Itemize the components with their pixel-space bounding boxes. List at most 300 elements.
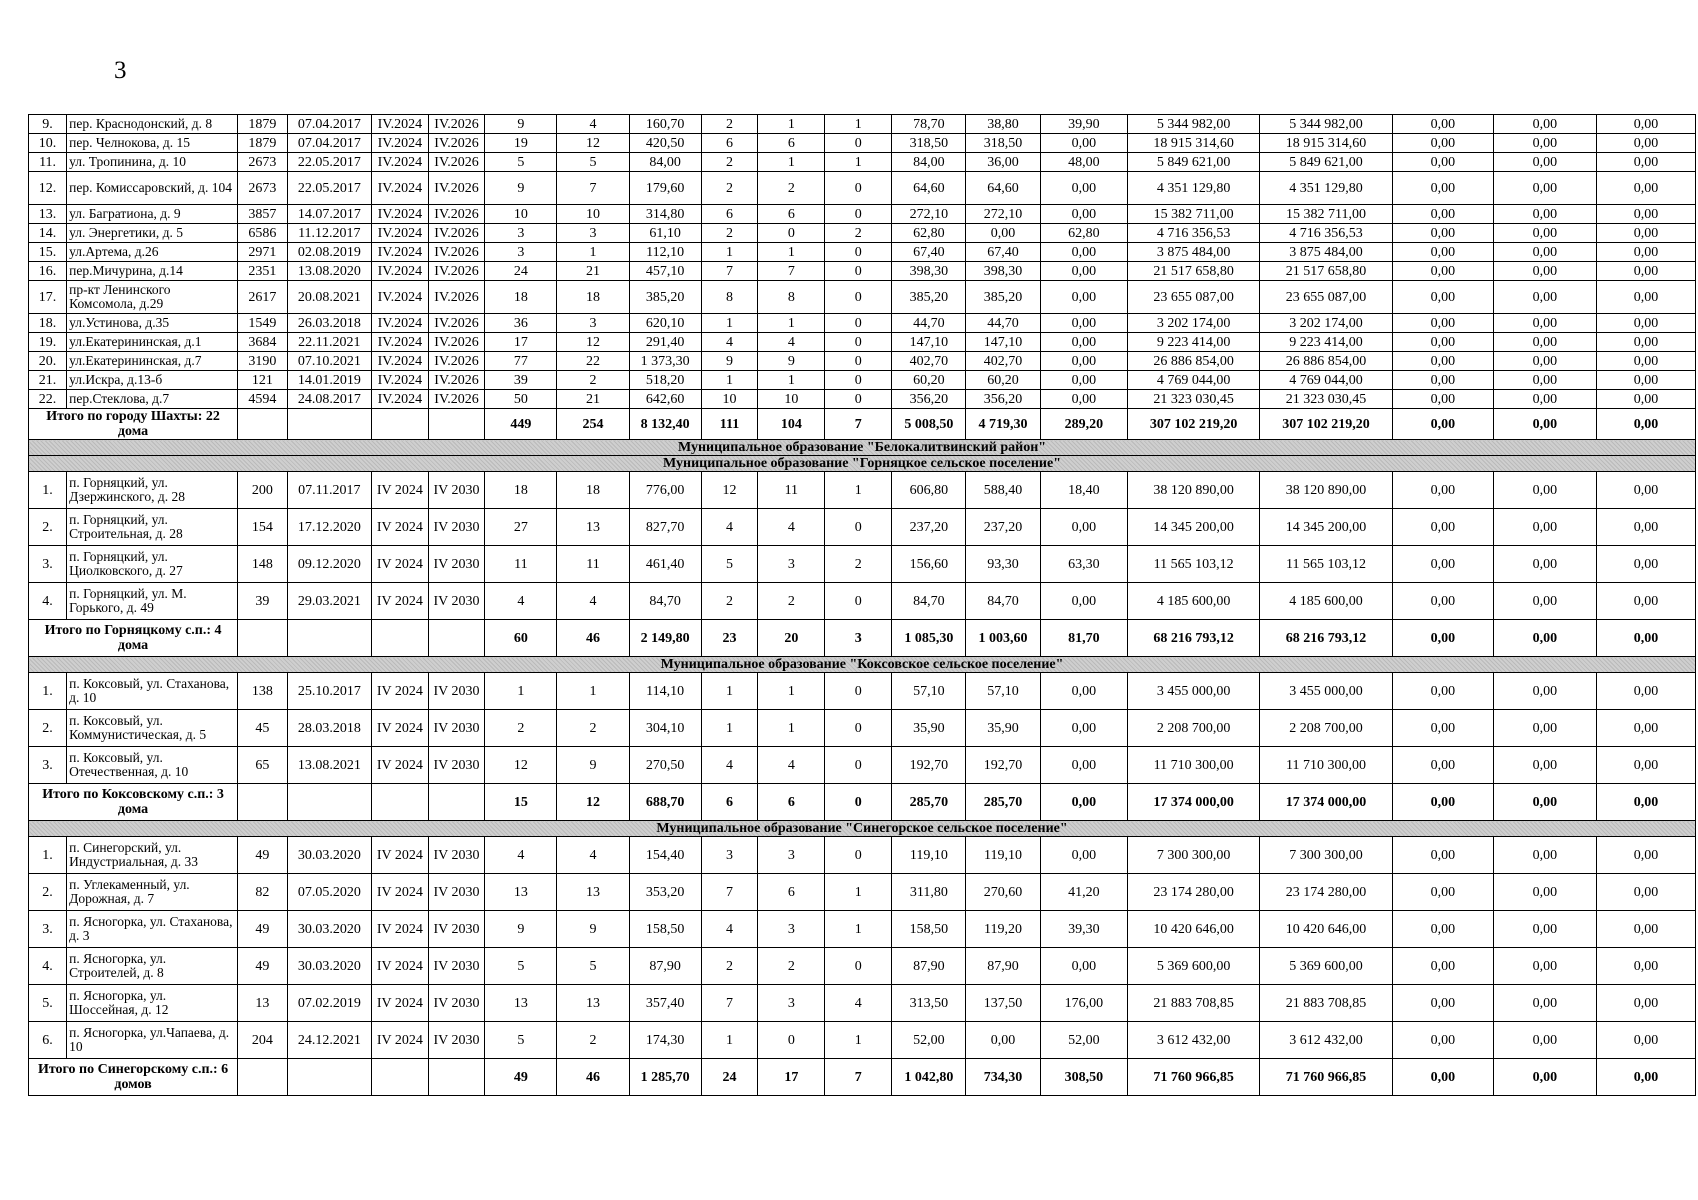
financing-local-cell: 0,00 xyxy=(1493,224,1596,243)
premises-remaining-cell: 0 xyxy=(825,243,892,262)
registry-body xyxy=(29,115,1696,1096)
planned-end-cell: IV 2030 xyxy=(428,874,485,911)
registry-number-cell: 154 xyxy=(238,509,287,546)
page-number: 3 xyxy=(114,57,127,84)
planned-end-cell: IV 2030 xyxy=(428,948,485,985)
financing-fund-cell: 17 374 000,00 xyxy=(1260,784,1393,821)
area-relocated-municipal-cell: 0,00 xyxy=(1040,281,1128,314)
planned-end-cell: IV.2026 xyxy=(428,115,485,134)
row-number-cell: 3. xyxy=(29,546,67,583)
financing-other-cell: 0,00 xyxy=(1596,509,1695,546)
residents-total-cell: 13 xyxy=(485,874,557,911)
premises-total-cell: 3 xyxy=(701,837,758,874)
financing-local-cell: 0,00 xyxy=(1493,747,1596,784)
financing-other-cell: 0,00 xyxy=(1596,1059,1695,1096)
area-relocated-municipal-cell: 0,00 xyxy=(1040,948,1128,985)
premises-relocated-cell: 4 xyxy=(758,509,825,546)
premises-relocated-cell: 4 xyxy=(758,747,825,784)
housing-registry-table xyxy=(28,114,1696,1096)
premises-total-cell: 1 xyxy=(701,371,758,390)
planned-start-cell: IV.2024 xyxy=(372,352,429,371)
financing-total-cell: 11 710 300,00 xyxy=(1128,747,1260,784)
residents-relocated-cell: 1 xyxy=(557,673,629,710)
area-total-cell: 461,40 xyxy=(629,546,701,583)
financing-local-cell: 0,00 xyxy=(1493,948,1596,985)
area-relocated-cell: 60,20 xyxy=(892,371,966,390)
address-cell: ул.Екатерининская, д.1 xyxy=(67,333,238,352)
area-relocated-municipal-cell: 0,00 xyxy=(1040,583,1128,620)
area-relocated-cell: 318,50 xyxy=(892,134,966,153)
premises-relocated-cell: 3 xyxy=(758,546,825,583)
premises-remaining-cell: 1 xyxy=(825,153,892,172)
residents-total-cell: 19 xyxy=(485,134,557,153)
table-row xyxy=(29,1022,1696,1059)
area-total-cell: 1 373,30 xyxy=(629,352,701,371)
premises-total-cell: 2 xyxy=(701,948,758,985)
registry-number-cell: 2673 xyxy=(238,153,287,172)
area-relocated-owned-cell: 35,90 xyxy=(966,710,1040,747)
premises-remaining-cell: 1 xyxy=(825,115,892,134)
registry-date-cell: 30.03.2020 xyxy=(287,837,371,874)
registry-number-cell: 2673 xyxy=(238,172,287,205)
financing-other-cell: 0,00 xyxy=(1596,371,1695,390)
registry-date-cell: 14.07.2017 xyxy=(287,205,371,224)
financing-fund-cell: 14 345 200,00 xyxy=(1260,509,1393,546)
area-relocated-cell: 84,70 xyxy=(892,583,966,620)
financing-regional-cell: 0,00 xyxy=(1392,134,1493,153)
planned-start-cell: IV 2024 xyxy=(372,874,429,911)
financing-total-cell: 68 216 793,12 xyxy=(1128,620,1260,657)
subtotal-row xyxy=(29,620,1696,657)
financing-fund-cell: 23 655 087,00 xyxy=(1260,281,1393,314)
area-relocated-cell: 192,70 xyxy=(892,747,966,784)
registry-date-cell: 29.03.2021 xyxy=(287,583,371,620)
table-row xyxy=(29,224,1696,243)
area-relocated-cell: 1 042,80 xyxy=(892,1059,966,1096)
planned-start-cell: IV.2024 xyxy=(372,243,429,262)
area-relocated-owned-cell: 60,20 xyxy=(966,371,1040,390)
residents-relocated-cell: 4 xyxy=(557,583,629,620)
address-cell: ул.Екатерининская, д.7 xyxy=(67,352,238,371)
residents-total-cell: 17 xyxy=(485,333,557,352)
area-relocated-owned-cell: 119,10 xyxy=(966,837,1040,874)
residents-total-cell: 60 xyxy=(485,620,557,657)
table-row xyxy=(29,509,1696,546)
section-title: Муниципальное образование "Синегорское сельское поселение" xyxy=(29,821,1696,837)
area-relocated-municipal-cell: 0,00 xyxy=(1040,262,1128,281)
registry-number-cell: 204 xyxy=(238,1022,287,1059)
address-cell: п. Ясногорка, ул. Шоссейная, д. 12 xyxy=(67,985,238,1022)
area-relocated-municipal-cell: 0,00 xyxy=(1040,673,1128,710)
address-cell: п. Горняцкий, ул. М. Горького, д. 49 xyxy=(67,583,238,620)
financing-local-cell: 0,00 xyxy=(1493,620,1596,657)
empty-cell xyxy=(238,784,287,821)
financing-fund-cell: 21 323 030,45 xyxy=(1260,390,1393,409)
financing-other-cell: 0,00 xyxy=(1596,948,1695,985)
area-relocated-municipal-cell: 0,00 xyxy=(1040,172,1128,205)
table-row xyxy=(29,243,1696,262)
area-relocated-cell: 313,50 xyxy=(892,985,966,1022)
registry-number-cell: 3857 xyxy=(238,205,287,224)
financing-fund-cell: 38 120 890,00 xyxy=(1260,472,1393,509)
financing-total-cell: 23 174 280,00 xyxy=(1128,874,1260,911)
premises-total-cell: 111 xyxy=(701,409,758,440)
row-number-cell: 1. xyxy=(29,837,67,874)
financing-fund-cell: 2 208 700,00 xyxy=(1260,710,1393,747)
area-relocated-owned-cell: 385,20 xyxy=(966,281,1040,314)
section-title: Муниципальное образование "Белокалитвинский район" xyxy=(29,440,1696,456)
premises-relocated-cell: 1 xyxy=(758,115,825,134)
table-row xyxy=(29,262,1696,281)
registry-date-cell: 25.10.2017 xyxy=(287,673,371,710)
premises-remaining-cell: 0 xyxy=(825,172,892,205)
financing-regional-cell: 0,00 xyxy=(1392,224,1493,243)
empty-cell xyxy=(238,620,287,657)
residents-total-cell: 2 xyxy=(485,710,557,747)
table-row xyxy=(29,172,1696,205)
area-total-cell: 1 285,70 xyxy=(629,1059,701,1096)
row-number-cell: 2. xyxy=(29,710,67,747)
planned-start-cell: IV.2024 xyxy=(372,281,429,314)
address-cell: пер.Стеклова, д.7 xyxy=(67,390,238,409)
row-number-cell: 3. xyxy=(29,911,67,948)
registry-number-cell: 2351 xyxy=(238,262,287,281)
registry-number-cell: 200 xyxy=(238,472,287,509)
financing-other-cell: 0,00 xyxy=(1596,710,1695,747)
area-relocated-municipal-cell: 0,00 xyxy=(1040,371,1128,390)
registry-number-cell: 3684 xyxy=(238,333,287,352)
planned-end-cell: IV 2030 xyxy=(428,546,485,583)
premises-total-cell: 2 xyxy=(701,172,758,205)
area-total-cell: 291,40 xyxy=(629,333,701,352)
financing-other-cell: 0,00 xyxy=(1596,1022,1695,1059)
premises-relocated-cell: 17 xyxy=(758,1059,825,1096)
area-total-cell: 84,70 xyxy=(629,583,701,620)
empty-cell xyxy=(238,1059,287,1096)
financing-local-cell: 0,00 xyxy=(1493,409,1596,440)
row-number-cell: 21. xyxy=(29,371,67,390)
financing-fund-cell: 3 202 174,00 xyxy=(1260,314,1393,333)
registry-date-cell: 22.05.2017 xyxy=(287,153,371,172)
financing-total-cell: 10 420 646,00 xyxy=(1128,911,1260,948)
premises-total-cell: 6 xyxy=(701,784,758,821)
financing-regional-cell: 0,00 xyxy=(1392,390,1493,409)
area-relocated-cell: 606,80 xyxy=(892,472,966,509)
area-total-cell: 457,10 xyxy=(629,262,701,281)
area-total-cell: 84,00 xyxy=(629,153,701,172)
premises-remaining-cell: 0 xyxy=(825,281,892,314)
planned-end-cell: IV.2026 xyxy=(428,333,485,352)
financing-regional-cell: 0,00 xyxy=(1392,620,1493,657)
residents-total-cell: 9 xyxy=(485,172,557,205)
planned-start-cell: IV.2024 xyxy=(372,333,429,352)
area-relocated-municipal-cell: 289,20 xyxy=(1040,409,1128,440)
residents-total-cell: 4 xyxy=(485,837,557,874)
area-relocated-owned-cell: 402,70 xyxy=(966,352,1040,371)
premises-total-cell: 1 xyxy=(701,314,758,333)
registry-number-cell: 1879 xyxy=(238,115,287,134)
financing-local-cell: 0,00 xyxy=(1493,333,1596,352)
address-cell: ул. Энергетики, д. 5 xyxy=(67,224,238,243)
premises-relocated-cell: 7 xyxy=(758,262,825,281)
registry-date-cell: 02.08.2019 xyxy=(287,243,371,262)
area-relocated-municipal-cell: 39,30 xyxy=(1040,911,1128,948)
registry-date-cell: 07.10.2021 xyxy=(287,352,371,371)
area-total-cell: 87,90 xyxy=(629,948,701,985)
premises-remaining-cell: 0 xyxy=(825,583,892,620)
registry-date-cell: 11.12.2017 xyxy=(287,224,371,243)
financing-local-cell: 0,00 xyxy=(1493,153,1596,172)
area-total-cell: 174,30 xyxy=(629,1022,701,1059)
financing-local-cell: 0,00 xyxy=(1493,911,1596,948)
premises-total-cell: 7 xyxy=(701,262,758,281)
registry-date-cell: 09.12.2020 xyxy=(287,546,371,583)
financing-total-cell: 11 565 103,12 xyxy=(1128,546,1260,583)
residents-relocated-cell: 10 xyxy=(557,205,629,224)
financing-other-cell: 0,00 xyxy=(1596,115,1695,134)
address-cell: пр-кт Ленинского Комсомола, д.29 xyxy=(67,281,238,314)
area-relocated-municipal-cell: 176,00 xyxy=(1040,985,1128,1022)
premises-relocated-cell: 11 xyxy=(758,472,825,509)
area-relocated-owned-cell: 93,30 xyxy=(966,546,1040,583)
subtotal-row xyxy=(29,1059,1696,1096)
planned-end-cell: IV 2030 xyxy=(428,583,485,620)
financing-other-cell: 0,00 xyxy=(1596,673,1695,710)
financing-other-cell: 0,00 xyxy=(1596,837,1695,874)
section-title: Муниципальное образование "Горняцкое сельское поселение" xyxy=(29,456,1696,472)
financing-regional-cell: 0,00 xyxy=(1392,1022,1493,1059)
residents-relocated-cell: 21 xyxy=(557,390,629,409)
row-number-cell: 6. xyxy=(29,1022,67,1059)
financing-total-cell: 14 345 200,00 xyxy=(1128,509,1260,546)
area-relocated-cell: 356,20 xyxy=(892,390,966,409)
financing-other-cell: 0,00 xyxy=(1596,205,1695,224)
table-row xyxy=(29,837,1696,874)
address-cell: п. Коксовый, ул. Коммунистическая, д. 5 xyxy=(67,710,238,747)
empty-cell xyxy=(428,620,485,657)
residents-relocated-cell: 5 xyxy=(557,948,629,985)
residents-total-cell: 10 xyxy=(485,205,557,224)
financing-other-cell: 0,00 xyxy=(1596,583,1695,620)
registry-date-cell: 13.08.2021 xyxy=(287,747,371,784)
planned-end-cell: IV.2026 xyxy=(428,390,485,409)
financing-fund-cell: 15 382 711,00 xyxy=(1260,205,1393,224)
area-total-cell: 160,70 xyxy=(629,115,701,134)
area-relocated-cell: 158,50 xyxy=(892,911,966,948)
residents-relocated-cell: 13 xyxy=(557,874,629,911)
residents-total-cell: 5 xyxy=(485,153,557,172)
financing-total-cell: 3 202 174,00 xyxy=(1128,314,1260,333)
area-relocated-municipal-cell: 48,00 xyxy=(1040,153,1128,172)
planned-end-cell: IV.2026 xyxy=(428,281,485,314)
empty-cell xyxy=(287,1059,371,1096)
financing-local-cell: 0,00 xyxy=(1493,710,1596,747)
financing-fund-cell: 18 915 314,60 xyxy=(1260,134,1393,153)
address-cell: ул.Артема, д.26 xyxy=(67,243,238,262)
financing-local-cell: 0,00 xyxy=(1493,509,1596,546)
financing-total-cell: 21 323 030,45 xyxy=(1128,390,1260,409)
registry-number-cell: 3190 xyxy=(238,352,287,371)
financing-total-cell: 3 612 432,00 xyxy=(1128,1022,1260,1059)
address-cell: ул. Тропинина, д. 10 xyxy=(67,153,238,172)
table-row xyxy=(29,281,1696,314)
premises-relocated-cell: 1 xyxy=(758,243,825,262)
planned-start-cell: IV.2024 xyxy=(372,205,429,224)
address-cell: п. Ясногорка, ул.Чапаева, д. 10 xyxy=(67,1022,238,1059)
financing-total-cell: 2 208 700,00 xyxy=(1128,710,1260,747)
area-relocated-cell: 1 085,30 xyxy=(892,620,966,657)
residents-total-cell: 4 xyxy=(485,583,557,620)
registry-date-cell: 13.08.2020 xyxy=(287,262,371,281)
financing-other-cell: 0,00 xyxy=(1596,874,1695,911)
table-row xyxy=(29,747,1696,784)
financing-local-cell: 0,00 xyxy=(1493,985,1596,1022)
planned-end-cell: IV 2030 xyxy=(428,747,485,784)
row-number-cell: 11. xyxy=(29,153,67,172)
premises-remaining-cell: 4 xyxy=(825,985,892,1022)
registry-date-cell: 24.08.2017 xyxy=(287,390,371,409)
premises-total-cell: 12 xyxy=(701,472,758,509)
financing-local-cell: 0,00 xyxy=(1493,281,1596,314)
area-relocated-cell: 64,60 xyxy=(892,172,966,205)
residents-total-cell: 5 xyxy=(485,1022,557,1059)
area-relocated-owned-cell: 119,20 xyxy=(966,911,1040,948)
area-total-cell: 827,70 xyxy=(629,509,701,546)
premises-relocated-cell: 1 xyxy=(758,371,825,390)
financing-regional-cell: 0,00 xyxy=(1392,837,1493,874)
planned-start-cell: IV 2024 xyxy=(372,509,429,546)
area-relocated-owned-cell: 38,80 xyxy=(966,115,1040,134)
financing-regional-cell: 0,00 xyxy=(1392,281,1493,314)
financing-local-cell: 0,00 xyxy=(1493,205,1596,224)
premises-total-cell: 4 xyxy=(701,509,758,546)
premises-total-cell: 10 xyxy=(701,390,758,409)
subtotal-label: Итого по Синегорскому с.п.: 6 домов xyxy=(29,1059,238,1096)
area-total-cell: 420,50 xyxy=(629,134,701,153)
registry-number-cell: 4594 xyxy=(238,390,287,409)
table-row xyxy=(29,911,1696,948)
area-relocated-owned-cell: 1 003,60 xyxy=(966,620,1040,657)
residents-relocated-cell: 13 xyxy=(557,985,629,1022)
area-relocated-owned-cell: 87,90 xyxy=(966,948,1040,985)
residents-relocated-cell: 2 xyxy=(557,371,629,390)
premises-remaining-cell: 0 xyxy=(825,134,892,153)
financing-other-cell: 0,00 xyxy=(1596,390,1695,409)
address-cell: пер. Комиссаровский, д. 104 xyxy=(67,172,238,205)
premises-remaining-cell: 1 xyxy=(825,874,892,911)
address-cell: пер. Краснодонский, д. 8 xyxy=(67,115,238,134)
area-relocated-owned-cell: 57,10 xyxy=(966,673,1040,710)
planned-end-cell: IV 2030 xyxy=(428,985,485,1022)
area-relocated-cell: 398,30 xyxy=(892,262,966,281)
row-number-cell: 1. xyxy=(29,673,67,710)
financing-regional-cell: 0,00 xyxy=(1392,747,1493,784)
planned-end-cell: IV.2026 xyxy=(428,243,485,262)
planned-start-cell: IV 2024 xyxy=(372,747,429,784)
premises-remaining-cell: 0 xyxy=(825,837,892,874)
premises-remaining-cell: 0 xyxy=(825,262,892,281)
planned-end-cell: IV.2026 xyxy=(428,314,485,333)
table-row xyxy=(29,985,1696,1022)
row-number-cell: 17. xyxy=(29,281,67,314)
financing-fund-cell: 5 369 600,00 xyxy=(1260,948,1393,985)
registry-number-cell: 1879 xyxy=(238,134,287,153)
residents-relocated-cell: 4 xyxy=(557,115,629,134)
premises-total-cell: 9 xyxy=(701,352,758,371)
registry-number-cell: 39 xyxy=(238,583,287,620)
area-relocated-cell: 84,00 xyxy=(892,153,966,172)
row-number-cell: 22. xyxy=(29,390,67,409)
area-relocated-owned-cell: 734,30 xyxy=(966,1059,1040,1096)
residents-total-cell: 5 xyxy=(485,948,557,985)
planned-end-cell: IV.2026 xyxy=(428,172,485,205)
area-total-cell: 112,10 xyxy=(629,243,701,262)
premises-remaining-cell: 0 xyxy=(825,673,892,710)
registry-date-cell: 26.03.2018 xyxy=(287,314,371,333)
residents-relocated-cell: 3 xyxy=(557,224,629,243)
area-total-cell: 385,20 xyxy=(629,281,701,314)
table-row xyxy=(29,352,1696,371)
planned-start-cell: IV.2024 xyxy=(372,224,429,243)
residents-relocated-cell: 1 xyxy=(557,243,629,262)
registry-date-cell: 22.05.2017 xyxy=(287,172,371,205)
registry-number-cell: 49 xyxy=(238,837,287,874)
area-relocated-cell: 78,70 xyxy=(892,115,966,134)
financing-other-cell: 0,00 xyxy=(1596,333,1695,352)
area-relocated-owned-cell: 147,10 xyxy=(966,333,1040,352)
premises-relocated-cell: 1 xyxy=(758,153,825,172)
registry-date-cell: 17.12.2020 xyxy=(287,509,371,546)
table-row xyxy=(29,874,1696,911)
financing-total-cell: 17 374 000,00 xyxy=(1128,784,1260,821)
registry-date-cell: 07.04.2017 xyxy=(287,115,371,134)
financing-regional-cell: 0,00 xyxy=(1392,172,1493,205)
financing-total-cell: 3 455 000,00 xyxy=(1128,673,1260,710)
area-relocated-cell: 44,70 xyxy=(892,314,966,333)
planned-end-cell: IV 2030 xyxy=(428,911,485,948)
financing-total-cell: 5 344 982,00 xyxy=(1128,115,1260,134)
planned-end-cell: IV 2030 xyxy=(428,710,485,747)
registry-number-cell: 2971 xyxy=(238,243,287,262)
registry-date-cell: 24.12.2021 xyxy=(287,1022,371,1059)
row-number-cell: 18. xyxy=(29,314,67,333)
financing-other-cell: 0,00 xyxy=(1596,546,1695,583)
financing-fund-cell: 11 710 300,00 xyxy=(1260,747,1393,784)
area-relocated-owned-cell: 0,00 xyxy=(966,224,1040,243)
residents-relocated-cell: 21 xyxy=(557,262,629,281)
address-cell: ул.Искра, д.13-б xyxy=(67,371,238,390)
financing-fund-cell: 11 565 103,12 xyxy=(1260,546,1393,583)
table-row xyxy=(29,546,1696,583)
area-total-cell: 353,20 xyxy=(629,874,701,911)
financing-other-cell: 0,00 xyxy=(1596,472,1695,509)
financing-regional-cell: 0,00 xyxy=(1392,874,1493,911)
registry-number-cell: 138 xyxy=(238,673,287,710)
area-relocated-cell: 57,10 xyxy=(892,673,966,710)
area-relocated-municipal-cell: 0,00 xyxy=(1040,243,1128,262)
address-cell: п. Коксовый, ул. Стаханова, д. 10 xyxy=(67,673,238,710)
area-relocated-municipal-cell: 0,00 xyxy=(1040,314,1128,333)
row-number-cell: 19. xyxy=(29,333,67,352)
planned-start-cell: IV.2024 xyxy=(372,371,429,390)
premises-relocated-cell: 0 xyxy=(758,224,825,243)
residents-relocated-cell: 9 xyxy=(557,747,629,784)
financing-local-cell: 0,00 xyxy=(1493,1059,1596,1096)
row-number-cell: 13. xyxy=(29,205,67,224)
row-number-cell: 4. xyxy=(29,948,67,985)
premises-remaining-cell: 1 xyxy=(825,472,892,509)
residents-relocated-cell: 5 xyxy=(557,153,629,172)
